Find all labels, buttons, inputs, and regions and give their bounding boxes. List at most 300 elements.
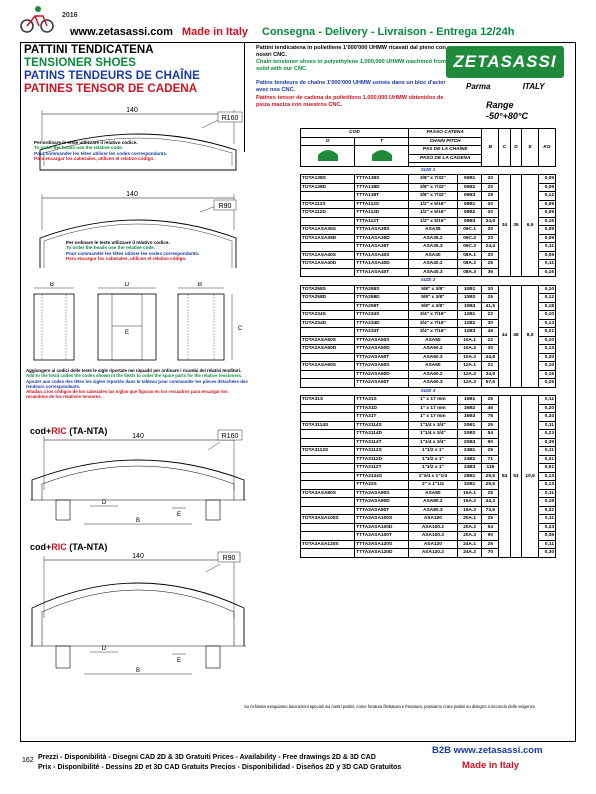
cell-iso: 24B1 [457, 447, 482, 456]
drawing-ric-r90 [22, 538, 252, 694]
cell-code-o [301, 192, 355, 201]
cell-pitch: 1"1/4 x 3/4" [408, 438, 457, 447]
cell-pitch: 1"1/4 x 3/4" [408, 421, 457, 430]
dim-b-2: B [197, 282, 203, 288]
cell-code-o [301, 549, 355, 558]
cell-kg: 0,09 [539, 209, 556, 218]
cell-pitch: ASA35.2 [408, 234, 457, 243]
dim-width-4: 140 [132, 553, 144, 560]
col-cod: COD [301, 129, 409, 138]
cell-kg: 0,09 [539, 234, 556, 243]
cell-e: 10,5 [522, 396, 539, 558]
cell-code-t: TTTA112T [355, 217, 409, 226]
cell-pitch: 2" x 1"1/4 [408, 481, 457, 490]
range-value: -50°+80°C [486, 111, 528, 121]
cell-code-o: TOTA31S [301, 396, 355, 405]
cell-code-t: TTTA2ASA60T [355, 379, 409, 388]
dim-radius-4: R90 [222, 555, 236, 562]
cell-b: 20 [482, 200, 499, 209]
cell-kg: 0,13 [539, 345, 556, 354]
dim-width-3: 140 [132, 433, 144, 440]
footer-line-1: Prezzi - Disponibilità - Disegni CAD 2D & 3D Gratuiti Prices - Availability - Free drawings 2D & 3D CAD [38, 754, 376, 761]
cell-kg: 0,13 [539, 481, 556, 490]
cyclist-logo-icon [18, 4, 56, 34]
cell-b: 25 [482, 515, 499, 524]
cell-pitch: ASA60.2 [408, 370, 457, 379]
cell-code-t: TTTA112S [355, 200, 409, 209]
cell-iso: 16B3 [457, 413, 482, 422]
cell-code-o: TOTA3112S [301, 447, 355, 456]
cell-code-t: TTTA1ASA40S [355, 251, 409, 260]
cell-pitch: ASA35.3 [408, 243, 457, 252]
cell-pitch: ASA40.2 [408, 260, 457, 269]
cell-code-t: TTTA3114D [355, 430, 409, 439]
cell-b: 20 [482, 251, 499, 260]
cell-code-o: TOTA138S [301, 175, 355, 184]
col-chain-pitch: CHAIN PITCH [408, 137, 481, 146]
cell-iso: 20A.3 [457, 532, 482, 541]
drawing1-note-es: Para encargar los cabezales, utilicen el relativo código. [34, 156, 155, 162]
b2b-link[interactable]: B2B www.zetasassi.com [432, 745, 543, 756]
cell-iso: 16A.1 [457, 489, 482, 498]
cell-iso: 20A.1 [457, 515, 482, 524]
dim-e-1: E [124, 330, 130, 336]
cell-iso: 10A.3 [457, 353, 482, 362]
cell-code-t: TTTA258D [355, 294, 409, 303]
cell-iso: 10B1 [457, 285, 482, 294]
cell-c: 34 [499, 175, 510, 277]
dim-d-3: D [101, 500, 107, 506]
cell-pitch: ASA60.3 [408, 379, 457, 388]
cell-pitch: 1"3/4 x 1"1/4 [408, 472, 457, 481]
cell-b: 29,5 [482, 472, 499, 481]
cell-code-o [301, 523, 355, 532]
cell-kg: 0,10 [539, 311, 556, 320]
table-row [301, 175, 556, 184]
cell-code-t: TTTA32S [355, 481, 409, 490]
spare-parts-notes [26, 368, 248, 400]
logo-city: Parma [466, 82, 491, 91]
cell-b: 25 [482, 489, 499, 498]
cell-b: 25 [482, 396, 499, 405]
cell-c: 54 [499, 396, 510, 558]
cell-pitch: 3/8" x 7/32" [408, 192, 457, 201]
cell-kg: 0,11 [539, 515, 556, 524]
cell-code-o: TOTA3ASA100S [301, 515, 355, 524]
cell-code-t: TTTA3ASA100D [355, 523, 409, 532]
cell-code-o [301, 481, 355, 490]
cell-d: 35 [510, 175, 521, 277]
cell-b: 90 [482, 532, 499, 541]
cell-iso: 12B1 [457, 311, 482, 320]
cell-pitch: 5/8" x 3/8" [408, 285, 457, 294]
cell-code-t: TTTA2ASA50S [355, 336, 409, 345]
cell-pitch: 5/8" x 3/8" [408, 294, 457, 303]
cell-code-o: TOTA258D [301, 294, 355, 303]
cell-code-o: TOTA1ASA35S [301, 226, 355, 235]
cell-kg: 0,10 [539, 285, 556, 294]
cell-pitch: 3/4" x 7/16" [408, 311, 457, 320]
title-spanish: PATINES TENSOR DE CADENA [24, 83, 198, 95]
cell-code-o: TOTA112S [301, 200, 355, 209]
cell-code-t: TTTA2ASA50T [355, 353, 409, 362]
cell-kg: 0,15 [539, 217, 556, 226]
cod-suffix: (TA-NTA) [66, 542, 108, 552]
cell-code-o: TOTA112D [301, 209, 355, 218]
dim-d-1: D [124, 282, 130, 288]
cell-iso: 12B2 [457, 319, 482, 328]
cell-code-t: TTTA1ASA35T [355, 243, 409, 252]
cell-pitch: ASA60 [408, 362, 457, 371]
cell-kg: 0,09 [539, 226, 556, 235]
ric-label: RIC [51, 542, 67, 552]
cell-pitch: 1"1/2 x 1" [408, 447, 457, 456]
drawing1-notes [34, 140, 224, 162]
cell-code-t: TTTA1ASA35D [355, 234, 409, 243]
year-label: 2016 [62, 12, 78, 19]
cell-code-o [301, 217, 355, 226]
cell-code-o: TOTA234S [301, 311, 355, 320]
cell-b: 25 [482, 447, 499, 456]
cell-code-o [301, 404, 355, 413]
cell-code-o [301, 498, 355, 507]
page-header [0, 0, 596, 42]
cell-kg: 0,09 [539, 200, 556, 209]
cell-pitch: 3/8" x 7/32" [408, 175, 457, 184]
cell-code-t: TTTA1ASA35S [355, 226, 409, 235]
site-url[interactable]: www.zetasassi.com [70, 26, 173, 38]
cell-iso: 08A.2 [457, 260, 482, 269]
cell-b: 41,5 [482, 302, 499, 311]
cell-code-o [301, 455, 355, 464]
cell-iso: 06B1 [457, 175, 482, 184]
cell-code-t: TTTA2ASA60S [355, 362, 409, 371]
description-french: Patins tendeurs de chaîne 1'000'000 UHMW usinés dans un bloc d'acier avec nos CNC. [256, 80, 446, 93]
cell-b: 20 [482, 183, 499, 192]
cell-b: 44,8 [482, 353, 499, 362]
cell-code-t: TTTA3ASA80D [355, 498, 409, 507]
ric-label: RIC [51, 426, 67, 436]
cell-iso: 16B2 [457, 404, 482, 413]
cell-b: 34,5 [482, 217, 499, 226]
cell-code-t: TTTA1ASA40T [355, 268, 409, 277]
logo-country: ITALY [522, 82, 545, 91]
shape-o-icon [301, 146, 355, 167]
cell-kg: 0,39 [539, 438, 556, 447]
drawing-side-views [28, 282, 244, 364]
cell-code-o [301, 472, 355, 481]
col-o: O [301, 137, 355, 146]
cell-kg: 0,32 [539, 506, 556, 515]
cell-code-o [301, 268, 355, 277]
cell-iso: 20B2 [457, 430, 482, 439]
spare-note-it: Aggiungere ai codici delle teste le sigle riportate nei riquadri per ordinare i ricambi dei relativi tenditori. [26, 368, 242, 373]
cell-code-o [301, 438, 355, 447]
cell-code-t: TTTA258T [355, 302, 409, 311]
cell-code-t: TTTA234D [355, 319, 409, 328]
cell-code-t: TTTA31T [355, 413, 409, 422]
cell-d: 46 [510, 285, 521, 387]
cell-kg: 0,39 [539, 532, 556, 541]
cell-b: 46 [482, 404, 499, 413]
cell-b: 49 [482, 328, 499, 337]
cell-iso: 24A.1 [457, 540, 482, 549]
cell-iso: 20A.2 [457, 523, 482, 532]
cell-pitch: 1" x 17 mm [408, 404, 457, 413]
cell-code-t: TTTA31S [355, 396, 409, 405]
cell-code-t: TTTA112D [355, 209, 409, 218]
cell-b: 73,6 [482, 506, 499, 515]
cell-code-t: TTTA258S [355, 285, 409, 294]
cell-code-o: TOTA234D [301, 319, 355, 328]
drawing1-note-fr: Pour commander les têtes utiliser les codes correspondants. [34, 150, 168, 156]
cell-b: 57,6 [482, 379, 499, 388]
range-label: Range [486, 100, 514, 110]
description-spanish: Patines tensor de cadena de polietileno 1.000.000 UHMW obtenidos de pieza maciza con nuestros CNC. [256, 95, 444, 108]
cell-b: 24,4 [482, 243, 499, 252]
cell-pitch: 1"1/4 x 3/4" [408, 430, 457, 439]
cell-b: 25 [482, 260, 499, 269]
cell-code-o: TOTA2ASA60S [301, 362, 355, 371]
cell-kg: 0,31 [539, 455, 556, 464]
made-in-italy-header: Made in Italy [182, 26, 249, 38]
cell-pitch: 1/2" x 5/16" [408, 209, 457, 218]
cell-pitch: ASA100.2 [408, 523, 457, 532]
cell-kg: 0,09 [539, 175, 556, 184]
delivery-banner: Consegna - Delivery - Livraison - Entrega 12/24h [262, 26, 515, 38]
footnote: Su richiesta eseguiamo lavorazioni speciali sui nostri pattini, come foratura filettatura e fresatura, possiamo crare pattini su disegno o secondo delle esigenze. [244, 704, 537, 709]
cell-iso: 10A.2 [457, 345, 482, 354]
footer-line-2: Prix - Disponibilité - Dessins 2D et 3D CAD Gratuits Precios - Disponibilidad - Diseños 2D y 3D CAD Gratuitos [38, 764, 402, 771]
cell-code-o: TOTA258S [301, 285, 355, 294]
title-french: PATINS TENDEURS DE CHAÎNE [24, 70, 200, 82]
cell-code-o: TOTA1ASA35D [301, 234, 355, 243]
cell-b: 20 [482, 175, 499, 184]
cell-iso: 08B3 [457, 217, 482, 226]
table-row [301, 396, 556, 405]
cell-pitch: ASA100 [408, 515, 457, 524]
cell-b: 71 [482, 455, 499, 464]
cell-pitch: 1/2" x 5/16" [408, 217, 457, 226]
cell-code-t: TTTA2ASA60D [355, 370, 409, 379]
cell-pitch: 1"1/2 x 1" [408, 455, 457, 464]
cell-b: 20 [482, 234, 499, 243]
cell-code-t: TTTA3ASA80S [355, 489, 409, 498]
cell-pitch: 3/4" x 7/16" [408, 328, 457, 337]
dim-width-1: 140 [126, 107, 138, 114]
dim-b-4: B [135, 668, 141, 674]
cell-b: 44,3 [482, 498, 499, 507]
cell-b: 30 [482, 345, 499, 354]
cell-code-o: TOTA2ASA50D [301, 345, 355, 354]
cell-kg: 0,15 [539, 370, 556, 379]
cell-code-t: TTTA3112T [355, 464, 409, 473]
dim-e-3: E [176, 512, 182, 518]
cell-code-o [301, 506, 355, 515]
cell-code-o: TOTA2ASA50S [301, 336, 355, 345]
cell-pitch: ASA120 [408, 540, 457, 549]
cell-iso: 06B2 [457, 183, 482, 192]
dim-c: C [238, 326, 243, 332]
cell-kg: 0,09 [539, 251, 556, 260]
cell-kg: 0,11 [539, 243, 556, 252]
cell-code-t: TTTA138S [355, 175, 409, 184]
title-english: TENSIONER SHOES [24, 57, 137, 69]
cell-b: 29,5 [482, 481, 499, 490]
drawing-ric-r160 [22, 420, 252, 530]
cell-iso: 08B1 [457, 200, 482, 209]
cell-e: 6,5 [522, 175, 539, 277]
cell-iso: 20B1 [457, 421, 482, 430]
cell-kg: 0,11 [539, 489, 556, 498]
table-row [301, 285, 556, 294]
cell-kg: 0,12 [539, 294, 556, 303]
cell-kg: 0,11 [539, 421, 556, 430]
cell-code-o: TOTA3ASA120S [301, 540, 355, 549]
description-english: Chain tensioner shoes in polyethylene 1,000,000 UHMW machined from solid with our CNC. [256, 59, 446, 72]
cell-code-t: TTTA3ASA120S [355, 540, 409, 549]
cell-code-o [301, 430, 355, 439]
cell-code-o: TOTA3114S [301, 421, 355, 430]
cell-kg: 0,20 [539, 404, 556, 413]
dim-width-2: 140 [126, 191, 138, 198]
cell-code-t: TTTA1ASA40D [355, 260, 409, 269]
cell-code-o [301, 353, 355, 362]
cell-pitch: 5/8" x 3/8" [408, 302, 457, 311]
cell-b: 90 [482, 438, 499, 447]
cell-pitch: 1" x 17 mm [408, 413, 457, 422]
cell-iso: 06C.1 [457, 226, 482, 235]
cell-iso: 08A.3 [457, 268, 482, 277]
cell-pitch: ASA80 [408, 489, 457, 498]
cell-code-o [301, 464, 355, 473]
drawing1-note-en: To order the heads use the relative code. [34, 145, 124, 151]
cell-kg: 0,13 [539, 472, 556, 481]
cell-code-o [301, 413, 355, 422]
cell-kg: 0,23 [539, 430, 556, 439]
cell-d: 53 [510, 396, 521, 558]
spare-note-en: Add to the head codes the codes shown in the fields to order the spare parts for the relative tensioners. [26, 373, 243, 379]
cell-iso: 06C.2 [457, 234, 482, 243]
cell-code-t: TTTA3114S [355, 421, 409, 430]
col-c: C [499, 129, 510, 167]
cell-b: 54 [482, 430, 499, 439]
cell-code-t: TTTA3134S [355, 472, 409, 481]
cell-b: 28 [482, 192, 499, 201]
logo-location [466, 82, 545, 91]
cell-b: 22 [482, 336, 499, 345]
zetasassi-logo: ZETASASSI [446, 46, 564, 78]
cell-iso: 28B1 [457, 472, 482, 481]
cell-code-t: TTTA234T [355, 328, 409, 337]
cell-iso: 12A.1 [457, 362, 482, 371]
cell-b: 20 [482, 226, 499, 235]
cell-iso: 24B3 [457, 464, 482, 473]
col-e: E [522, 129, 539, 167]
size-header: SIZE 1 [301, 166, 556, 175]
cell-iso: 20B3 [457, 438, 482, 447]
description-italian: Pattini tendicatena in polietilene 1'000'000 UHMW ricavati dal pieno con nostri CNC. [256, 45, 446, 58]
cell-pitch: 1"1/2 x 1" [408, 464, 457, 473]
cell-pitch: ASA35 [408, 226, 457, 235]
spare-note-es: Añadan a los códigos de los cabezales las siglas que figuran en los recuadros para encargar los recambios de los relativos tensores. [26, 389, 228, 400]
cell-kg: 0,13 [539, 319, 556, 328]
cell-iso: 10B2 [457, 294, 482, 303]
cell-b: 119 [482, 464, 499, 473]
cell-pitch: 1/2" x 5/16" [408, 200, 457, 209]
cell-code-o [301, 532, 355, 541]
size-header: SIZE 2 [301, 277, 556, 286]
cell-b: 20 [482, 209, 499, 218]
cell-kg: 0,18 [539, 302, 556, 311]
cell-pitch: ASA80.2 [408, 498, 457, 507]
cell-iso: 16A.3 [457, 506, 482, 515]
cell-pitch: ASA120.2 [408, 549, 457, 558]
cell-kg: 0,11 [539, 260, 556, 269]
cell-kg: 0,23 [539, 523, 556, 532]
cell-kg: 0,30 [539, 549, 556, 558]
cell-code-o [301, 379, 355, 388]
cell-pitch: ASA50 [408, 336, 457, 345]
cell-pitch: ASA40.3 [408, 268, 457, 277]
dim-e-4: E [176, 658, 182, 664]
cell-b: 54 [482, 523, 499, 532]
cell-code-o [301, 328, 355, 337]
drawing-top-r90 [22, 190, 252, 280]
product-table [300, 128, 556, 558]
shape-t-icon [355, 146, 409, 167]
cell-code-t: TTTA3114T [355, 438, 409, 447]
cell-iso: 16B1 [457, 396, 482, 405]
cell-kg: 0,12 [539, 192, 556, 201]
made-in-italy-footer: Made in Italy [462, 760, 520, 771]
cell-code-t: TTTA31D [355, 404, 409, 413]
cell-kg: 0,11 [539, 396, 556, 405]
cell-b: 25 [482, 294, 499, 303]
cell-code-t: TTTA3ASA100S [355, 515, 409, 524]
cell-code-o: TOTA1ASA40S [301, 251, 355, 260]
cell-pitch: 3/4" x 7/16" [408, 319, 457, 328]
cell-code-o: TOTA3ASA80S [301, 489, 355, 498]
cell-b: 22 [482, 311, 499, 320]
dim-radius-3: R160 [221, 433, 239, 440]
cell-b: 30 [482, 319, 499, 328]
cell-code-o [301, 243, 355, 252]
cell-e: 8,5 [522, 285, 539, 387]
dim-radius-2: R90 [218, 203, 232, 210]
cell-iso: 12B3 [457, 328, 482, 337]
cell-code-t: TTTA2ASA50D [355, 345, 409, 354]
cell-iso: 24A.2 [457, 549, 482, 558]
cell-kg: 0,21 [539, 328, 556, 337]
cell-code-t: TTTA3ASA80T [355, 506, 409, 515]
cell-kg: 0,25 [539, 379, 556, 388]
cell-code-t: TTTA3ASA120D [355, 549, 409, 558]
cell-kg: 0,09 [539, 183, 556, 192]
col-t: T [355, 137, 409, 146]
cell-kg: 0,19 [539, 498, 556, 507]
cell-pitch: ASA50.3 [408, 353, 457, 362]
cell-b: 36 [482, 268, 499, 277]
size-header: SIZE 3 [301, 387, 556, 396]
cell-iso: 08A.1 [457, 251, 482, 260]
cell-code-t: TTTA138D [355, 183, 409, 192]
cell-code-t: TTTA3112D [355, 455, 409, 464]
cell-iso: 12A.2 [457, 370, 482, 379]
cell-kg: 0,20 [539, 353, 556, 362]
col-kg: KG [539, 129, 556, 167]
cell-code-t: TTTA3ASA100T [355, 532, 409, 541]
